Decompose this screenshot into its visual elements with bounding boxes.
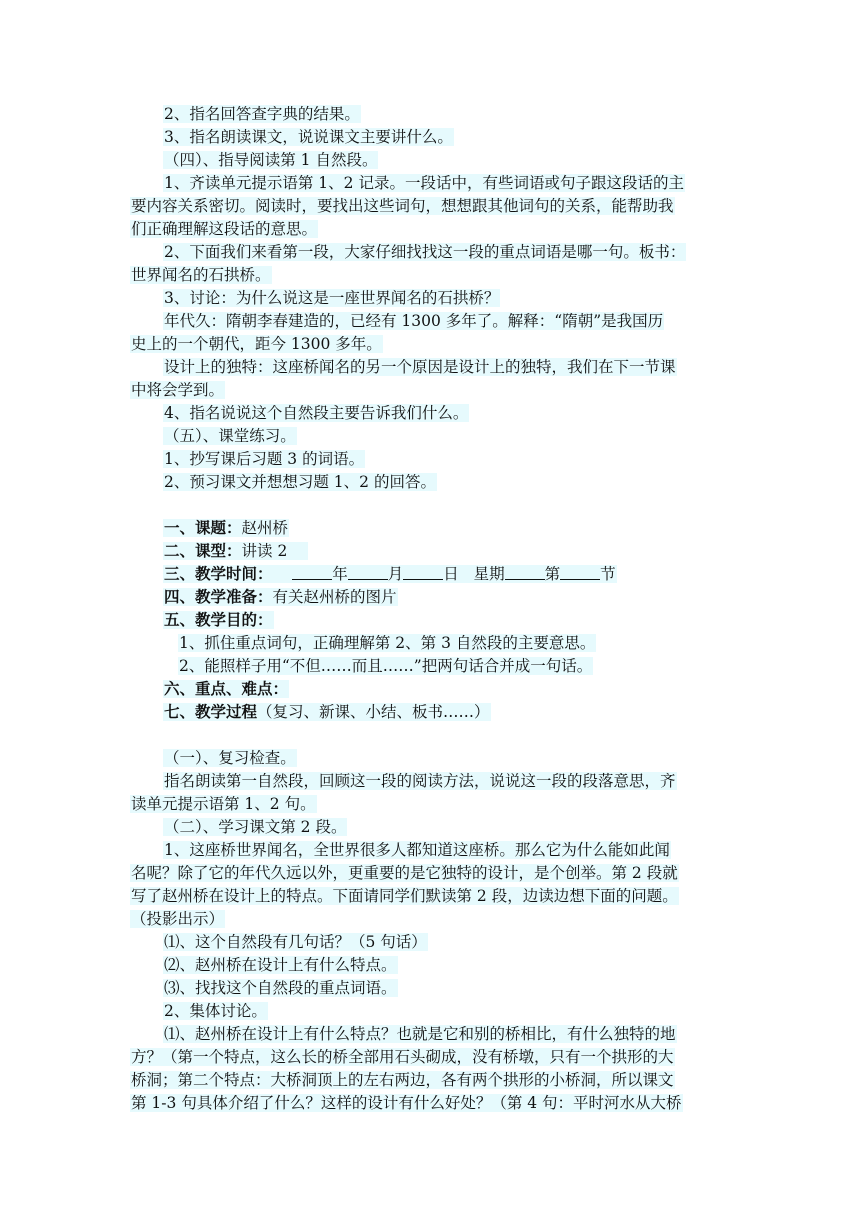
lesson-title-row: 一、课题：赵州桥 (164, 518, 289, 537)
text-line: 2、集体讨论。 (164, 1002, 267, 1020)
text-line: 2、预习课文并想想习题 1、2 的回答。 (164, 473, 436, 491)
text-line: 年代久：隋朝李春建造的，已经有 1300 多年了。解释：“隋朝”是我国历 (164, 312, 664, 330)
text-line: 1、这座桥世界闻名，全世界很多人都知道这座桥。那么它为什么能如此闻 (164, 841, 670, 859)
lesson-prep-row: 四、教学准备：有关赵州桥的图片 (164, 587, 397, 606)
text-line: 1、抄写课后习题 3 的词语。 (164, 450, 365, 468)
text-line: 3、讨论：为什么说这是一座世界闻名的石拱桥？ (164, 289, 500, 307)
text-line: 1、齐读单元提示语第 1、2 记录。一段话中，有些词语或句子跟这段话的主 (164, 174, 684, 192)
process-row: 七、教学过程（复习、新课、小结、板书……） (164, 702, 490, 721)
lesson-type-row: 二、课型：讲读 2 (163, 540, 763, 562)
key-points-row: 六、重点、难点： (164, 679, 289, 698)
text-line: ⑶、找找这个自然段的重点词语。 (164, 979, 397, 997)
text-line: 第 1-3 句具体介绍了什么？这样的设计有什么好处？（第 4 句：平时河水从大桥 (131, 1094, 682, 1112)
text-line: 史上的一个朝代，距今 1300 多年。 (131, 335, 382, 353)
text-line: 桥洞；第二个特点：大桥洞顶上的左右两边，各有两个拱形的小桥洞，所以课文 (131, 1071, 674, 1089)
text-line: 中将会学到。 (131, 381, 225, 399)
text-line: 3、指名朗读课文，说说课文主要讲什么。 (164, 128, 453, 146)
text-line: 指名朗读第一自然段，回顾这一段的阅读方法，说说这一段的段落意思，齐 (164, 772, 676, 790)
text-line: 4、指名说说这个自然段主要告诉我们什么。 (164, 404, 469, 422)
text-line: 读单元提示语第 1、2 句。 (131, 795, 316, 813)
lesson-time-row: 三、教学时间： 年 月 日 星期 第 节 (164, 564, 616, 583)
lesson-goal-row: 五、教学目的： (164, 610, 273, 629)
text-line: 们正确理解这段话的意思。 (131, 220, 318, 238)
text-line: （二）、学习课文第 2 段。 (164, 818, 347, 836)
text-line: 要内容关系密切。阅读时，要找出这些词句，想想跟其他词句的关系，能帮助我 (131, 197, 674, 215)
text-line: 方？（第一个特点，这么长的桥全部用石头砌成，没有桥墩，只有一个拱形的大 (131, 1048, 674, 1066)
text-line: 设计上的独特：这座桥闻名的另一个原因是设计上的独特，我们在下一节课 (164, 358, 676, 376)
text-line: ⑵、赵州桥在设计上有什么特点。 (164, 956, 397, 974)
text-line: 名呢？除了它的年代久远以外，更重要的是它独特的设计，是个创举。第 2 段就 (131, 864, 678, 882)
text-line: ⑴、赵州桥在设计上有什么特点？也就是它和别的桥相比，有什么独特的地 (164, 1025, 676, 1043)
goal-item: 1、抓住重点词句，正确理解第 2、第 3 自然段的主要意思。 (179, 634, 596, 652)
text-line: 2、指名回答查字典的结果。 (164, 105, 360, 123)
text-line: （四）、指导阅读第 1 自然段。 (164, 151, 378, 169)
text-line: ⑴、这个自然段有几句话？（5 句话） (164, 933, 427, 951)
text-line: 写了赵州桥在设计上的特点。下面请同学们默读第 2 段，边读边想下面的问题。 (131, 887, 678, 905)
text-line: 2、下面我们来看第一段，大家仔细找找这一段的重点词语是哪一句。板书： (164, 243, 686, 261)
text-line: 世界闻名的石拱桥。 (131, 266, 271, 284)
text-line: （投影出示） (131, 910, 225, 928)
goal-item: 2、能照样子用“不但……而且……”把两句话合并成一句话。 (179, 657, 593, 675)
text-line: （五）、课堂练习。 (164, 427, 296, 445)
text-line: （一）、复习检查。 (164, 749, 296, 767)
